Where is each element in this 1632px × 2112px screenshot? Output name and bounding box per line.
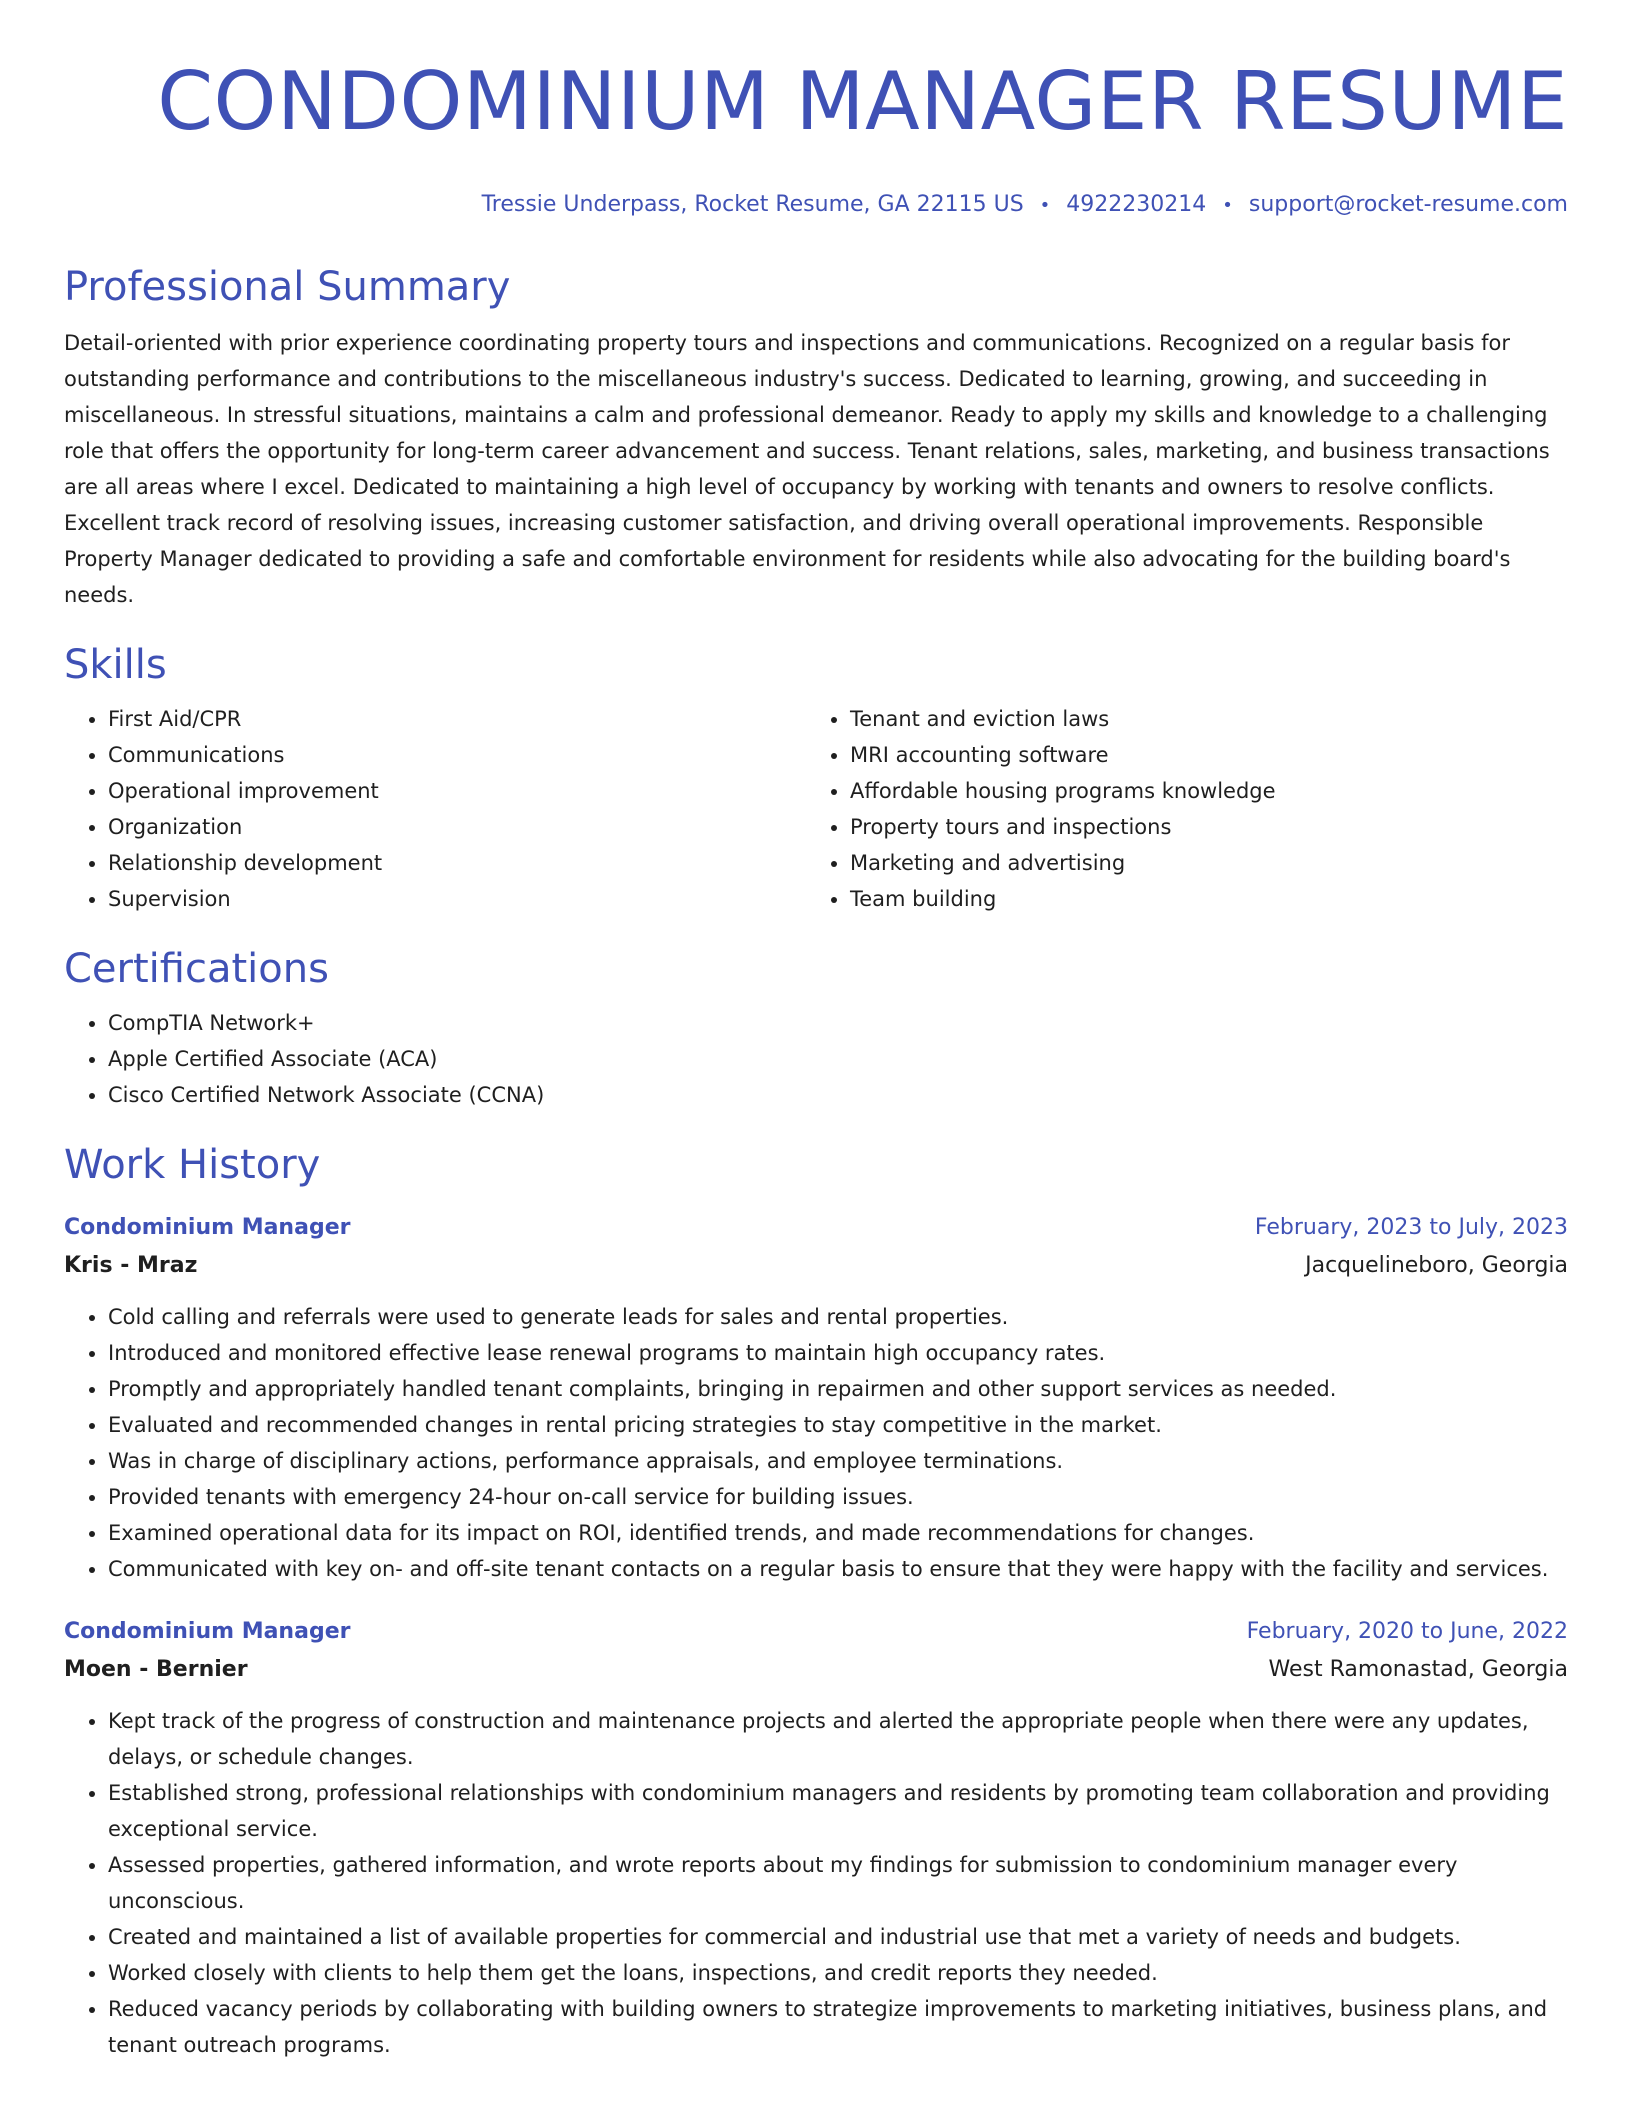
skills-list-left [64,701,806,917]
contact-email: support@rocket-resume.com [1248,192,1568,217]
skill-item: • First Aid/CPR [108,701,806,737]
skill-item: • Property tours and inspections [850,809,1548,845]
contact-line [64,190,1568,221]
contact-phone: 4922230214 [1066,192,1207,217]
job-duty: • Provided tenants with emergency 24-hour on-call service for building issues. [108,1479,1568,1515]
job-location: West Ramonastad, Georgia [1268,1657,1568,1682]
job-header-row [64,1613,1568,1651]
certification-item: • Cisco Certified Network Associate (CCNA) [108,1077,1568,1113]
section-heading-work-history: Work History [64,1142,321,1188]
certifications-list [64,1005,1568,1113]
skill-item: • Communications [108,737,806,773]
job-duty: • Introduced and monitored effective lease renewal programs to maintain high occupancy rates. [108,1335,1568,1371]
skills-grid [64,701,1568,917]
job-duty: • Was in charge of disciplinary actions, performance appraisals, and employee terminations. [108,1443,1568,1479]
job-title: Condominium Manager [64,1215,351,1240]
job-company: Kris - Mraz [64,1253,198,1278]
skill-item: • Supervision [108,881,806,917]
job-duty: • Worked closely with clients to help them get the loans, inspections, and credit reports they needed. [108,1955,1568,1991]
resume-title: CONDOMINIUM MANAGER RESUME [157,55,1568,148]
job-dates: February, 2023 to July, 2023 [1254,1215,1568,1240]
skill-item: • Tenant and eviction laws [850,701,1548,737]
section-heading-certifications: Certifications [64,946,329,992]
job-location: Jacquelineboro, Georgia [1305,1253,1568,1278]
job-duty: • Evaluated and recommended changes in rental pricing strategies to stay competitive in the market. [108,1407,1568,1443]
job-duty: • Kept track of the progress of construction and maintenance projects and alerted the appropriate people when there were any updates, delays, or schedule changes. [108,1703,1568,1775]
skill-item: • Marketing and advertising [850,845,1548,881]
summary-text: Detail-oriented with prior experience coordinating property tours and inspections and communications. Recognized on a regular basis for outstanding performance and contributions to the miscellaneous industry's success. Dedicated to learning, growing, and succeeding in miscellaneous. In stressful situations, maintains a calm and professional demeanor. Ready to apply my skills and knowledge to a challenging role that offers the opportunity for long-term career advancement and success. Tenant relations, sales, marketing, and business transactions are all areas where I excel. Dedicated to maintaining a high level of occupancy by working with tenants and owners to resolve conflicts. Excellent track record of resolving issues, increasing customer satisfaction, and driving overall operational improvements. Responsible Property Manager dedicated to providing a safe and comfortable environment for residents while also advocating for the building board's needs. [64,331,1550,607]
contact-separator: • [1222,195,1233,216]
job-duty: • Created and maintained a list of available properties for commercial and industrial use that met a variety of needs and budgets. [108,1919,1568,1955]
job-company-row [64,1651,1568,1689]
job-entry [64,1613,1568,2063]
section-heading-summary: Professional Summary [64,264,511,310]
contact-address: Tressie Underpass, Rocket Resume, GA 22115 US [481,192,1024,217]
job-duty: • Communicated with key on- and off-site tenant contacts on a regular basis to ensure that they were happy with the facility and services. [108,1551,1568,1587]
skill-item: • MRI accounting software [850,737,1548,773]
certification-item: • CompTIA Network+ [108,1005,1568,1041]
skills-list-right [806,701,1548,917]
job-duty: • Established strong, professional relationships with condominium managers and residents by promoting team collaboration and providing exceptional service. [108,1775,1568,1847]
skill-item: • Affordable housing programs knowledge [850,773,1548,809]
job-company: Moen - Bernier [64,1657,248,1682]
job-duty: • Reduced vacancy periods by collaborating with building owners to strategize improvements to marketing initiatives, business plans, and tenant outreach programs. [108,1991,1568,2063]
job-title: Condominium Manager [64,1619,351,1644]
job-entry [64,1209,1568,1587]
job-duties-list [64,1703,1568,2063]
job-duty: • Promptly and appropriately handled tenant complaints, bringing in repairmen and other support services as needed. [108,1371,1568,1407]
job-duty: • Examined operational data for its impact on ROI, identified trends, and made recommendations for changes. [108,1515,1568,1551]
skill-item: • Organization [108,809,806,845]
job-header-row [64,1209,1568,1247]
contact-separator: • [1039,195,1051,216]
section-heading-skills: Skills [64,642,167,688]
skill-item: • Team building [850,881,1548,917]
certification-item: • Apple Certified Associate (ACA) [108,1041,1568,1077]
job-duties-list [64,1299,1568,1587]
job-duty: • Cold calling and referrals were used to generate leads for sales and rental properties. [108,1299,1568,1335]
skill-item: • Operational improvement [108,773,806,809]
job-dates: February, 2020 to June, 2022 [1246,1619,1568,1644]
job-duty: • Assessed properties, gathered information, and wrote reports about my findings for submission to condominium manager every unconscious. [108,1847,1568,1919]
skill-item: • Relationship development [108,845,806,881]
job-company-row [64,1247,1568,1285]
